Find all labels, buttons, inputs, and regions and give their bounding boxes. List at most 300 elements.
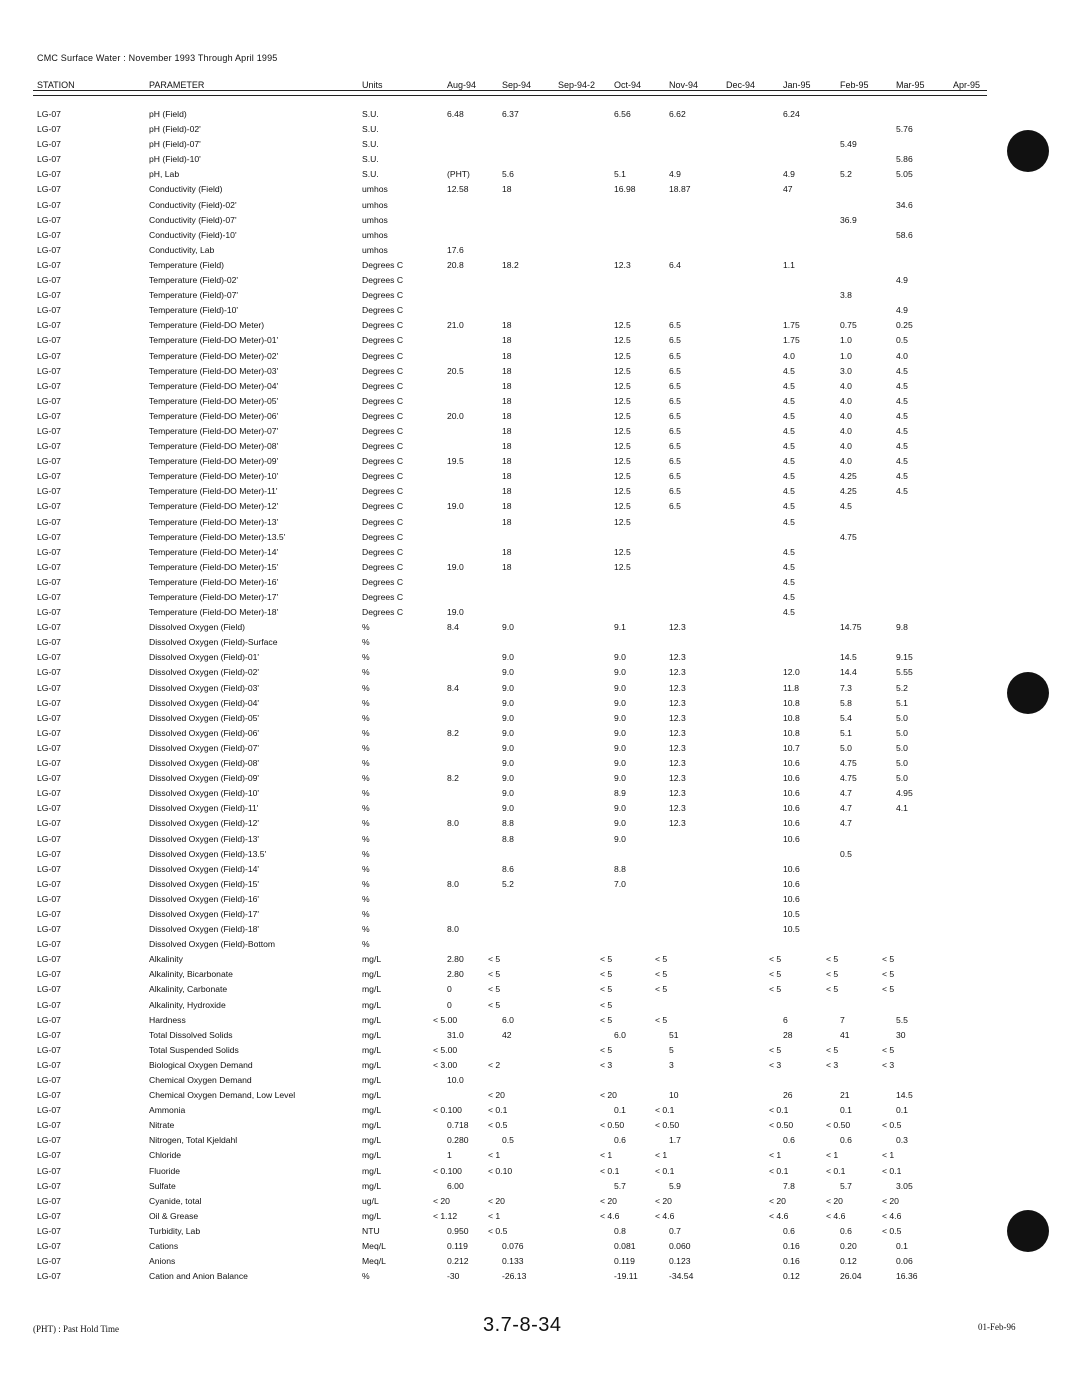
value-cell: 0.12	[783, 1271, 800, 1282]
value-cell: 10.6	[783, 788, 800, 799]
table-row	[0, 1196, 1068, 1211]
value-cell: 6.5	[669, 380, 681, 391]
value-cell: 5.0	[896, 712, 908, 723]
value-cell: 2.80	[447, 954, 464, 965]
value-cell: 19.0	[447, 561, 464, 572]
station-cell: LG-07	[37, 124, 61, 135]
value-cell: -26.13	[502, 1271, 527, 1282]
value-cell: 5.2	[502, 878, 514, 889]
header-month: Aug-94	[447, 80, 477, 90]
table-row	[0, 894, 1068, 909]
value-cell: < 3	[826, 1059, 839, 1070]
table-row	[0, 834, 1068, 849]
units-cell: mg/L	[362, 1180, 382, 1191]
station-cell: LG-07	[37, 773, 61, 784]
value-cell: 0.718	[447, 1120, 469, 1131]
units-cell: mg/L	[362, 1150, 382, 1161]
parameter-cell: Temperature (Field-DO Meter)-09'	[149, 456, 279, 467]
table-row	[0, 818, 1068, 833]
table-row	[0, 728, 1068, 743]
station-cell: LG-07	[37, 576, 61, 587]
units-cell: mg/L	[362, 1210, 382, 1221]
value-cell: 0.280	[447, 1135, 469, 1146]
table-row	[0, 1241, 1068, 1256]
value-cell: 0.16	[783, 1256, 800, 1267]
header-rule	[33, 90, 987, 91]
value-cell: 10.6	[783, 758, 800, 769]
value-cell: < 20	[655, 1195, 672, 1206]
table-row	[0, 547, 1068, 562]
units-cell: Degrees C	[362, 365, 404, 376]
units-cell: %	[362, 939, 370, 950]
value-cell: 4.5	[896, 425, 908, 436]
parameter-cell: Chloride	[149, 1150, 182, 1161]
parameter-cell: Conductivity (Field)-07'	[149, 214, 237, 225]
value-cell: 12.5	[614, 471, 631, 482]
value-cell: 26	[783, 1090, 793, 1101]
value-cell: 21.0	[447, 320, 464, 331]
value-cell: 9.0	[502, 622, 514, 633]
value-cell: 10.6	[783, 893, 800, 904]
value-cell: 10.8	[783, 712, 800, 723]
value-cell: < 20	[769, 1195, 786, 1206]
table-row	[0, 683, 1068, 698]
value-cell: 18	[502, 441, 512, 452]
value-cell: 12.3	[669, 803, 686, 814]
station-cell: LG-07	[37, 275, 61, 286]
parameter-cell: Dissolved Oxygen (Field)-04'	[149, 697, 260, 708]
station-cell: LG-07	[37, 199, 61, 210]
value-cell: 0.119	[614, 1256, 635, 1267]
parameter-cell: Alkalinity, Carbonate	[149, 984, 228, 995]
station-cell: LG-07	[37, 1029, 61, 1040]
units-cell: %	[362, 622, 370, 633]
value-cell: 1.7	[669, 1135, 681, 1146]
value-cell: 9.0	[502, 758, 514, 769]
value-cell: 8.8	[502, 833, 514, 844]
parameter-cell: Temperature (Field-DO Meter)-14'	[149, 546, 279, 557]
units-cell: %	[362, 682, 370, 693]
value-cell: < 1	[488, 1210, 501, 1221]
table-row	[0, 1181, 1068, 1196]
table-row	[0, 335, 1068, 350]
value-cell: 0	[447, 999, 452, 1010]
value-cell: 4.0	[840, 395, 852, 406]
value-cell: 58.6	[896, 229, 913, 240]
value-cell: 6.4	[669, 259, 681, 270]
station-cell: LG-07	[37, 425, 61, 436]
parameter-cell: Dissolved Oxygen (Field)-17'	[149, 908, 260, 919]
value-cell: 6.5	[669, 320, 681, 331]
value-cell: 34.6	[896, 199, 913, 210]
units-cell: %	[362, 863, 370, 874]
units-cell: umhos	[362, 184, 388, 195]
value-cell: 5.7	[614, 1180, 626, 1191]
value-cell: 4.5	[783, 486, 795, 497]
value-cell: 9.0	[614, 727, 626, 738]
value-cell: 18	[502, 335, 512, 346]
units-cell: Degrees C	[362, 592, 404, 602]
table-row	[0, 743, 1068, 758]
units-cell: Degrees C	[362, 501, 404, 512]
station-cell: LG-07	[37, 214, 61, 225]
value-cell: 5.76	[896, 124, 913, 135]
parameter-cell: Dissolved Oxygen (Field)-Surface	[149, 637, 278, 648]
value-cell: 9.0	[502, 697, 514, 708]
value-cell: 4.5	[896, 380, 908, 391]
value-cell: < 5	[655, 969, 668, 980]
table-row	[0, 969, 1068, 984]
value-cell: 18	[502, 320, 512, 331]
units-cell: mg/L	[362, 1044, 382, 1055]
value-cell: 0.6	[614, 1135, 626, 1146]
units-cell: Degrees C	[362, 320, 404, 331]
value-cell: 5.86	[896, 154, 913, 165]
value-cell: 18	[502, 184, 512, 195]
units-cell: %	[362, 803, 370, 814]
value-cell: 4.1	[896, 803, 908, 814]
station-cell: LG-07	[37, 169, 61, 180]
station-cell: LG-07	[37, 1241, 61, 1252]
value-cell: < 4.6	[826, 1210, 846, 1221]
table-row	[0, 215, 1068, 230]
table-row	[0, 396, 1068, 411]
units-cell: mg/L	[362, 1075, 382, 1085]
parameter-cell: Alkalinity, Hydroxide	[149, 999, 226, 1010]
value-cell: 0.1	[896, 1241, 908, 1252]
station-cell: LG-07	[37, 1135, 61, 1146]
parameter-cell: pH (Field)-10'	[149, 154, 201, 165]
station-cell: LG-07	[37, 1256, 61, 1267]
parameter-cell: Temperature (Field-DO Meter)-06'	[149, 410, 279, 421]
units-cell: Degrees C	[362, 259, 404, 270]
units-cell: mg/L	[362, 1105, 382, 1116]
table-row	[0, 592, 1068, 607]
value-cell: 12.5	[614, 501, 631, 512]
units-cell: %	[362, 667, 370, 678]
parameter-cell: Dissolved Oxygen (Field)-02'	[149, 667, 260, 678]
parameter-cell: Cations	[149, 1241, 179, 1252]
value-cell: 31.0	[447, 1029, 464, 1040]
value-cell: 4.5	[783, 576, 795, 587]
parameter-cell: Nitrate	[149, 1120, 175, 1131]
value-cell: 18	[502, 380, 512, 391]
station-cell: LG-07	[37, 1165, 61, 1176]
value-cell: 0.212	[447, 1256, 469, 1267]
units-cell: Degrees C	[362, 456, 404, 467]
value-cell: 10.6	[783, 878, 800, 889]
units-cell: %	[362, 833, 370, 844]
units-cell: %	[362, 818, 370, 829]
parameter-cell: Dissolved Oxygen (Field)-18'	[149, 924, 260, 935]
value-cell: < 0.50	[826, 1120, 851, 1131]
parameter-cell: Temperature (Field-DO Meter)-13.5'	[149, 531, 286, 542]
value-cell: 5.6	[502, 169, 514, 180]
value-cell: 18	[502, 350, 512, 361]
value-cell: < 0.50	[655, 1120, 680, 1131]
units-cell: Degrees C	[362, 607, 404, 618]
units-cell: Degrees C	[362, 410, 404, 421]
table-row	[0, 939, 1068, 954]
parameter-cell: Dissolved Oxygen (Field)-03'	[149, 682, 260, 693]
value-cell: 6.0	[614, 1029, 626, 1040]
station-cell: LG-07	[37, 561, 61, 572]
value-cell: 30	[896, 1029, 906, 1040]
table-row	[0, 1226, 1068, 1241]
parameter-cell: Temperature (Field-DO Meter)-08'	[149, 441, 279, 452]
value-cell: 0.1	[896, 1105, 908, 1116]
value-cell: < 5	[882, 954, 895, 965]
table-row	[0, 758, 1068, 773]
value-cell: < 0.1	[600, 1165, 620, 1176]
value-cell: < 1	[488, 1150, 501, 1161]
station-cell: LG-07	[37, 667, 61, 678]
value-cell: 10.6	[783, 773, 800, 784]
station-cell: LG-07	[37, 335, 61, 346]
units-cell: mg/L	[362, 1135, 382, 1146]
station-cell: LG-07	[37, 1059, 61, 1070]
value-cell: 12.3	[669, 667, 686, 678]
station-cell: LG-07	[37, 742, 61, 753]
value-cell: < 20	[882, 1195, 899, 1206]
table-row	[0, 637, 1068, 652]
station-cell: LG-07	[37, 1090, 61, 1101]
parameter-cell: Alkalinity, Bicarbonate	[149, 969, 233, 980]
value-cell: < 4.6	[655, 1210, 675, 1221]
units-cell: mg/L	[362, 1014, 382, 1025]
station-cell: LG-07	[37, 592, 61, 602]
value-cell: 4.5	[840, 501, 852, 512]
value-cell: < 0.5	[488, 1120, 508, 1131]
value-cell: < 0.1	[769, 1105, 789, 1116]
units-cell: %	[362, 742, 370, 753]
value-cell: 6.5	[669, 501, 681, 512]
value-cell: 9.0	[502, 742, 514, 753]
value-cell: 12.5	[614, 456, 631, 467]
station-cell: LG-07	[37, 139, 61, 150]
parameter-cell: Temperature (Field-DO Meter)-05'	[149, 395, 279, 406]
value-cell: 0.6	[783, 1135, 795, 1146]
footer-note: (PHT) : Past Hold Time	[33, 1324, 120, 1334]
station-cell: LG-07	[37, 622, 61, 633]
units-cell: Degrees C	[362, 380, 404, 391]
value-cell: 10.8	[783, 697, 800, 708]
document-title: CMC Surface Water : November 1993 Through April 1995	[37, 53, 278, 63]
units-cell: mg/L	[362, 984, 382, 995]
value-cell: 9.0	[614, 773, 626, 784]
value-cell: 18	[502, 561, 512, 572]
header-month: Oct-94	[614, 80, 642, 90]
value-cell: < 4.6	[882, 1210, 902, 1221]
table-row	[0, 1075, 1068, 1090]
parameter-cell: Dissolved Oxygen (Field)-Bottom	[149, 939, 276, 950]
value-cell: 12.5	[614, 561, 631, 572]
parameter-cell: Dissolved Oxygen (Field)-08'	[149, 758, 260, 769]
station-cell: LG-07	[37, 1180, 61, 1191]
table-row	[0, 1166, 1068, 1181]
value-cell: 8.2	[447, 773, 459, 784]
value-cell: 9.0	[614, 833, 626, 844]
value-cell: < 5	[655, 954, 668, 965]
value-cell: < 0.1	[882, 1165, 902, 1176]
value-cell: 16.36	[896, 1271, 918, 1282]
value-cell: 14.75	[840, 622, 862, 633]
value-cell: 0.076	[502, 1241, 524, 1252]
table-row	[0, 984, 1068, 999]
value-cell: < 5	[769, 1044, 782, 1055]
units-cell: %	[362, 712, 370, 723]
station-cell: LG-07	[37, 1014, 61, 1025]
value-cell: 5.55	[896, 667, 913, 678]
value-cell: < 5	[600, 954, 613, 965]
parameter-cell: Hardness	[149, 1014, 186, 1025]
value-cell: 5.4	[840, 712, 852, 723]
value-cell: 3.8	[840, 290, 852, 301]
station-cell: LG-07	[37, 637, 61, 648]
table-row	[0, 411, 1068, 426]
table-row	[0, 652, 1068, 667]
parameter-cell: Conductivity (Field)-02'	[149, 199, 237, 210]
table-row	[0, 290, 1068, 305]
value-cell: 12.3	[669, 697, 686, 708]
station-cell: LG-07	[37, 848, 61, 859]
parameter-cell: Temperature (Field-DO Meter)-11'	[149, 486, 278, 497]
parameter-cell: Dissolved Oxygen (Field)-05'	[149, 712, 260, 723]
table-row	[0, 169, 1068, 184]
station-cell: LG-07	[37, 758, 61, 769]
value-cell: 9.0	[614, 742, 626, 753]
units-cell: %	[362, 773, 370, 784]
value-cell: 7.0	[614, 878, 626, 889]
value-cell: 8.0	[447, 818, 459, 829]
value-cell: < 5	[769, 954, 782, 965]
parameter-cell: Dissolved Oxygen (Field)-01'	[149, 652, 260, 663]
table-row	[0, 864, 1068, 879]
value-cell: 9.0	[502, 712, 514, 723]
units-cell: umhos	[362, 214, 388, 225]
station-cell: LG-07	[37, 501, 61, 512]
table-row	[0, 501, 1068, 516]
header-month: Jan-95	[783, 80, 811, 90]
value-cell: < 5	[826, 984, 839, 995]
table-row	[0, 1256, 1068, 1271]
value-cell: 8.8	[614, 863, 626, 874]
value-cell: 4.5	[783, 395, 795, 406]
units-cell: umhos	[362, 199, 388, 210]
value-cell: 9.0	[502, 667, 514, 678]
header-month: Apr-95	[953, 80, 981, 90]
units-cell: S.U.	[362, 169, 379, 180]
units-cell: Degrees C	[362, 335, 404, 346]
table-row	[0, 517, 1068, 532]
parameter-cell: Sulfate	[149, 1180, 176, 1191]
value-cell: 8.0	[447, 878, 459, 889]
units-cell: %	[362, 727, 370, 738]
table-row	[0, 667, 1068, 682]
units-cell: mg/L	[362, 999, 382, 1010]
value-cell: 0.8	[614, 1225, 626, 1236]
station-cell: LG-07	[37, 1210, 61, 1221]
value-cell: 1.75	[783, 335, 800, 346]
value-cell: 4.9	[669, 169, 681, 180]
units-cell: %	[362, 893, 370, 904]
table-row	[0, 1090, 1068, 1105]
value-cell: < 1	[600, 1150, 613, 1161]
units-cell: Degrees C	[362, 350, 404, 361]
header-station: STATION	[37, 80, 75, 90]
parameter-cell: Temperature (Field-DO Meter)-17'	[149, 592, 279, 602]
value-cell: < 0.5	[488, 1225, 508, 1236]
value-cell: < 3	[882, 1059, 895, 1070]
station-cell: LG-07	[37, 939, 61, 950]
value-cell: 20.0	[447, 410, 464, 421]
value-cell: 12.3	[669, 727, 686, 738]
units-cell: S.U.	[362, 124, 379, 135]
parameter-cell: Total Suspended Solids	[149, 1044, 239, 1055]
header-month: Dec-94	[726, 80, 756, 90]
value-cell: 5.0	[840, 742, 852, 753]
value-cell: 5.1	[614, 169, 626, 180]
station-cell: LG-07	[37, 788, 61, 799]
station-cell: LG-07	[37, 486, 61, 497]
value-cell: 9.0	[502, 652, 514, 663]
station-cell: LG-07	[37, 531, 61, 542]
table-row	[0, 1120, 1068, 1135]
value-cell: 12.5	[614, 380, 631, 391]
date-stamp: 01-Feb-96	[978, 1322, 1016, 1332]
value-cell: 4.0	[840, 380, 852, 391]
units-cell: %	[362, 924, 370, 935]
units-cell: mg/L	[362, 1165, 382, 1176]
table-row	[0, 1045, 1068, 1060]
table-row	[0, 471, 1068, 486]
units-cell: S.U.	[362, 109, 379, 119]
station-cell: LG-07	[37, 1075, 61, 1085]
value-cell: < 5	[826, 1044, 839, 1055]
value-cell: < 5	[488, 969, 501, 980]
units-cell: S.U.	[362, 154, 379, 165]
parameter-cell: Dissolved Oxygen (Field)-16'	[149, 893, 260, 904]
parameter-cell: Dissolved Oxygen (Field)	[149, 622, 245, 633]
value-cell: 10.7	[783, 742, 800, 753]
value-cell: 5.5	[896, 1014, 908, 1025]
value-cell: 10.6	[783, 803, 800, 814]
table-row	[0, 230, 1068, 245]
value-cell: 0.5	[896, 335, 908, 346]
units-cell: %	[362, 637, 370, 648]
value-cell: 8.4	[447, 682, 459, 693]
table-row	[0, 275, 1068, 290]
value-cell: 5.05	[896, 169, 913, 180]
value-cell: 28	[783, 1029, 793, 1040]
parameter-cell: Chemical Oxygen Demand	[149, 1075, 252, 1085]
value-cell: < 5	[600, 969, 613, 980]
value-cell: < 5.00	[433, 1014, 458, 1025]
value-cell: -34.54	[669, 1271, 694, 1282]
value-cell: 5.0	[896, 758, 908, 769]
parameter-cell: Dissolved Oxygen (Field)-13'	[149, 833, 260, 844]
parameter-cell: Temperature (Field)	[149, 259, 224, 270]
parameter-cell: Total Dissolved Solids	[149, 1029, 233, 1040]
value-cell: 2.80	[447, 969, 464, 980]
value-cell: 12.5	[614, 546, 631, 557]
station-cell: LG-07	[37, 350, 61, 361]
table-row	[0, 803, 1068, 818]
parameter-cell: Temperature (Field)-02'	[149, 275, 239, 286]
value-cell: 0.123	[669, 1256, 691, 1267]
value-cell: 4.25	[840, 486, 857, 497]
station-cell: LG-07	[37, 833, 61, 844]
